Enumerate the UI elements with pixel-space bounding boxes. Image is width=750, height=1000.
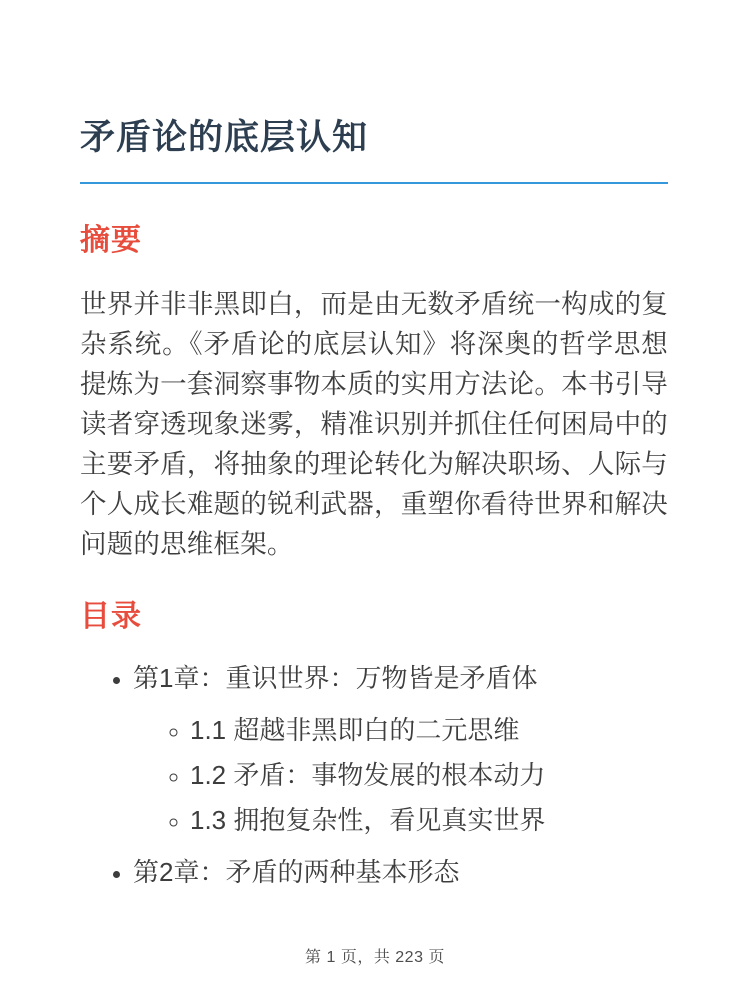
toc-section-item: ◦ 1.1 超越非黑即白的二元思维 bbox=[190, 710, 668, 750]
page-indicator: 第 1 页，共 223 页 bbox=[305, 949, 445, 966]
toc-chapter-item bbox=[133, 658, 668, 840]
summary-paragraph: 世界并非非黑即白，而是由无数矛盾统一构成的复杂系统。《矛盾论的底层认知》将深奥的哲学思想提炼为一套洞察事物本质的实用方法论。本书引导读者穿透现象迷雾，精准识别并抓住任何困局中的主要矛盾，将抽象的理论转化为解决职场、人际与个人成长难题的锐利武器，重塑你看待世界和解决问题的思维框架。 bbox=[80, 289, 668, 559]
toc-chapter-label: 第1章：重识世界：万物皆是矛盾体 bbox=[133, 663, 538, 693]
toc-heading: 目录 bbox=[80, 600, 142, 633]
toc-chapter-label: 第2章：矛盾的两种基本形态 bbox=[133, 857, 460, 887]
toc-section-item: ◦ 1.2 矛盾：事物发展的根本动力 bbox=[190, 755, 668, 795]
page-title: 矛盾论的底层认知 bbox=[80, 116, 668, 184]
toc-chapter-item bbox=[133, 852, 668, 892]
toc-list bbox=[80, 658, 668, 892]
toc-section-list bbox=[133, 710, 668, 840]
toc-section-item: ◦ 1.3 拥抱复杂性，看见真实世界 bbox=[190, 800, 668, 840]
summary-heading: 摘要 bbox=[80, 224, 142, 257]
